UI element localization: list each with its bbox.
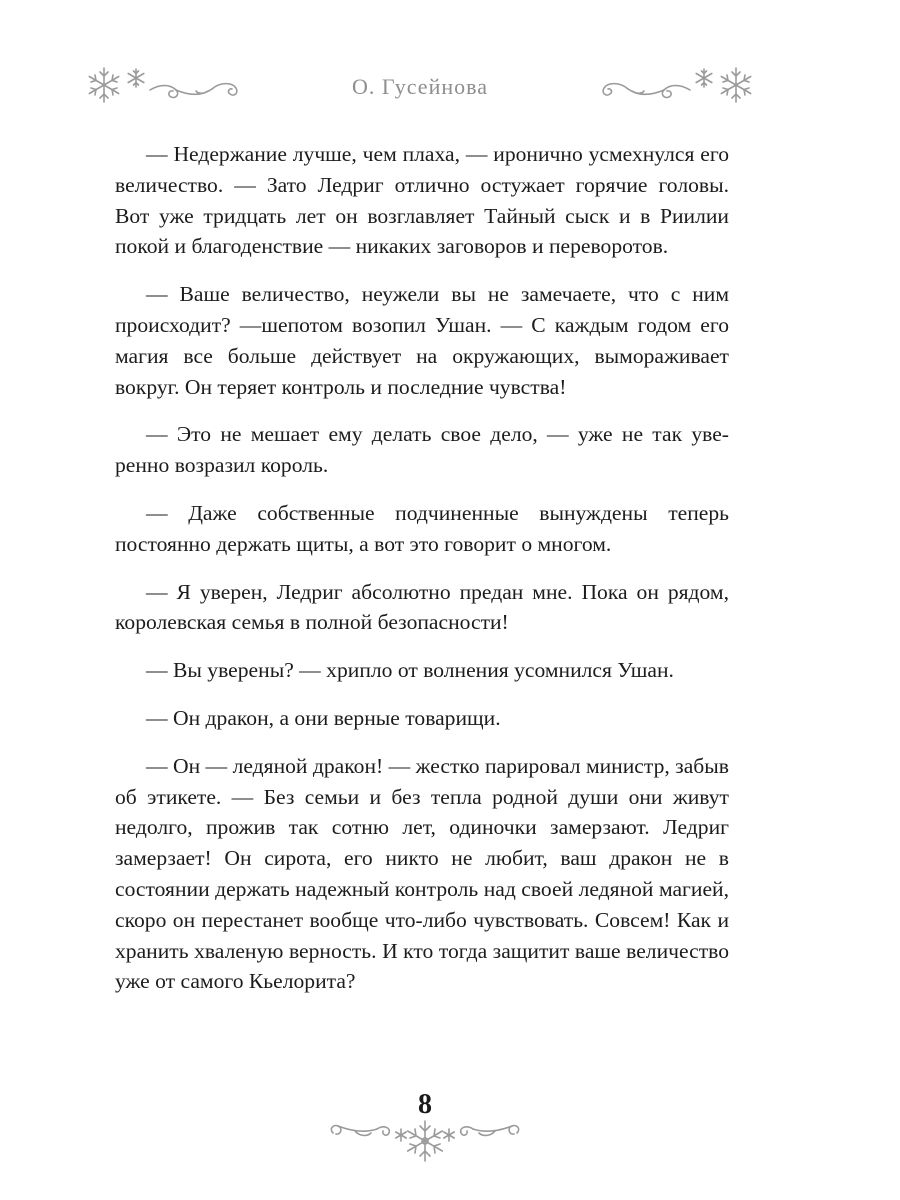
running-head-author: О. Гусейнова [352,74,488,99]
paragraph: — Даже собственные подчиненные вынуждены теперь постоянно держать щиты, а вот это говорит о многом. [115,500,729,556]
paragraph: — Вы уверены? — хрипло от волнения усомнился Ушан. [146,658,674,683]
snowflake-ornament-right-icon [590,60,760,110]
paragraph: — Я уверен, Ледриг абсолютно предан мне. Пока он рядом, королевская семья в полной безопасности! [115,579,729,635]
paragraph: — Это не мешает ему делать свое дело, — уже не так уверенно возразил король. [115,422,729,478]
page-header [80,60,760,120]
snowflake-footer-ornament-icon [325,1119,525,1169]
paragraph: — Он — ледяной дракон! — жестко парировал министр, забыв об этикете. — Без семьи и без тепла родной души они живут недолго, прожив так сотню лет, одиночки замерзают. Ледриг замерзает! Он сирота, его никто не любит, ваш дракон не в состоянии держать надежный контроль над своей ледяной магией, скоро он перестанет вообще что-либо чувствовать. Совсем! Как и хранить хваленую верность. И кто тогда защитит ваше величество уже от самого Кьелорита? [115,753,729,994]
page-body [115,139,729,1014]
page-number: 8 [418,1089,432,1120]
paragraph: — Ваше величество, неужели вы не замечаете, что с ним происходит? —шепотом возопил Ушан. — С каждым годом его магия все больше действует на окружающих, вымораживает вокруг. Он теряет контроль и последние чувства! [115,282,729,399]
paragraph: — Он дракон, а они верные товарищи. [146,705,501,730]
paragraph: — Недержание лучше, чем плаха, — иронично усмехнулся его величество. — Зато Ледриг отлично остужает горячие головы. Вот уже тридцать лет он возглавляет Тайный сыск и в Риилии покой и благоденствие — никаких заговоров и переворотов. [115,142,729,259]
page-footer [325,1089,525,1169]
